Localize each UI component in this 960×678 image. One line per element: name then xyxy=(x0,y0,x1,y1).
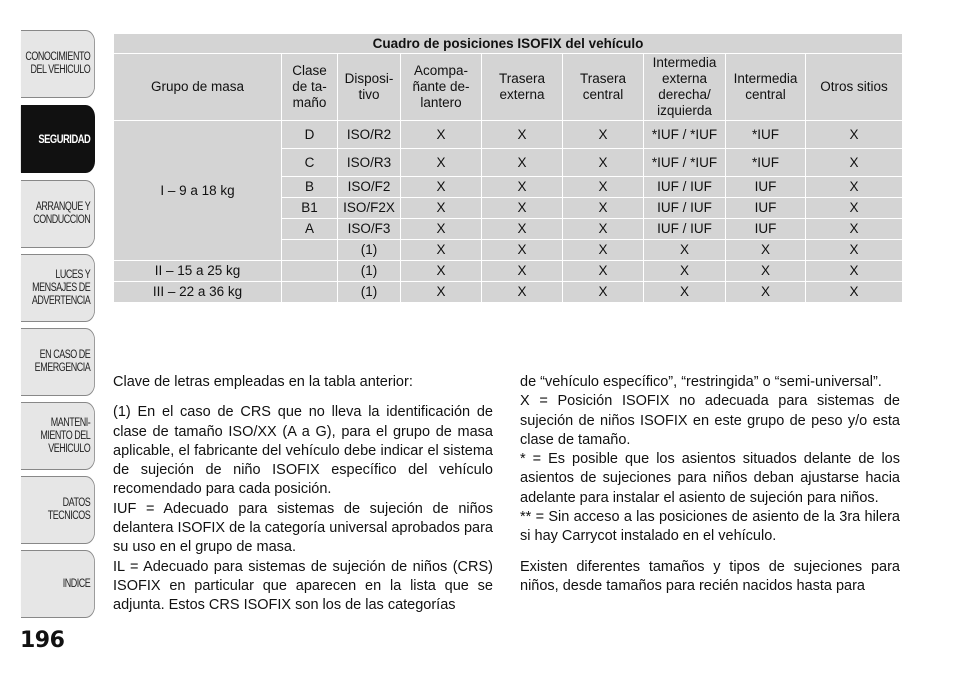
table-cell: X xyxy=(401,177,482,198)
table-header-row xyxy=(114,54,903,121)
tab-en-caso-de-emergencia[interactable]: EN CASO DE EMERGENCIA xyxy=(21,328,95,396)
table-cell: X xyxy=(806,240,903,261)
table-cell: ISO/F2 xyxy=(338,177,401,198)
table-cell: X xyxy=(806,149,903,177)
mass-group-cell: III – 22 a 36 kg xyxy=(114,282,282,303)
table-cell: X xyxy=(401,149,482,177)
table-cell: (1) xyxy=(338,282,401,303)
table-cell xyxy=(282,261,338,282)
table-cell: X xyxy=(563,177,644,198)
table-cell: X xyxy=(401,219,482,240)
table-cell xyxy=(282,282,338,303)
table-cell: X xyxy=(644,261,726,282)
table-cell: *IUF xyxy=(726,149,806,177)
table-cell: X xyxy=(806,121,903,149)
mass-group-cell: II – 15 a 25 kg xyxy=(114,261,282,282)
table-cell: *IUF / *IUF xyxy=(644,149,726,177)
paragraph: (1) En el caso de CRS que no lleva la identificación de clase de tamaño ISO/XX (A a G), para el grupo de masa aplicable, el fabricante del vehículo debe indicar el sistema de sujeción de niño ISOFIX específico del vehículo recomendado para cada posición. xyxy=(113,404,493,498)
table-cell: X xyxy=(806,219,903,240)
table-cell: B xyxy=(282,177,338,198)
page-number: 196 xyxy=(20,628,65,653)
tab-datos-tecnicos[interactable]: DATOS TECNICOS xyxy=(21,476,95,544)
table-row xyxy=(114,282,903,303)
table-title: Cuadro de posiciones ISOFIX del vehículo xyxy=(114,34,903,54)
table-cell: X xyxy=(726,282,806,303)
table-cell: ISO/R2 xyxy=(338,121,401,149)
table-cell: X xyxy=(806,198,903,219)
header-cell: Intermedia central xyxy=(726,54,806,121)
table-cell: X xyxy=(806,282,903,303)
tab-mantenimiento-del-vehiculo[interactable]: MANTENI- MIENTO DEL VEHICULO xyxy=(21,402,95,470)
table-cell: X xyxy=(482,198,563,219)
table-cell: X xyxy=(806,177,903,198)
header-cell: Trasera externa xyxy=(482,54,563,121)
header-cell: Clase de ta-maño xyxy=(282,54,338,121)
paragraph: IUF = Adecuado para sistemas de sujeción de niños delantera ISOFIX de la categoría universal aprobados para su uso en el grupo de masa. xyxy=(113,500,493,556)
header-cell: Grupo de masa xyxy=(114,54,282,121)
table-cell: *IUF xyxy=(726,121,806,149)
table-cell: X xyxy=(563,282,644,303)
header-cell: Otros sitios xyxy=(806,54,903,121)
header-cell: Acompa-ñante de-lantero xyxy=(401,54,482,121)
tab-arranque-y-conduccion[interactable]: ARRANQUE Y CONDUCCION xyxy=(21,180,95,248)
table-cell: X xyxy=(482,149,563,177)
isofix-table xyxy=(113,33,903,303)
table-cell: X xyxy=(401,282,482,303)
table-cell: (1) xyxy=(338,240,401,261)
table-cell: IUF xyxy=(726,219,806,240)
table-cell: X xyxy=(401,121,482,149)
table-cell: X xyxy=(401,261,482,282)
table-cell: X xyxy=(563,198,644,219)
table-cell: ISO/R3 xyxy=(338,149,401,177)
paragraph: Existen diferentes tamaños y tipos de sujeciones para niños, desde tamaños para recién nacidos hasta para xyxy=(520,558,900,594)
header-cell: Intermedia externa derecha/ izquierda xyxy=(644,54,726,121)
paragraph: Clave de letras empleadas en la tabla anterior: xyxy=(113,374,413,390)
table-cell: X xyxy=(482,240,563,261)
table-cell: X xyxy=(482,177,563,198)
body-text-right-column xyxy=(520,373,900,596)
paragraph: * = Es posible que los asientos situados delante de los asientos de sujeciones para niños deban ajustarse hacia adelante para instalar el asiento de sujeción para niños. xyxy=(520,451,900,506)
paragraph: ** = Sin acceso a las posiciones de asiento de la 3ra hilera si hay Carrycot instalado en el vehículo. xyxy=(520,509,900,545)
table-cell: ISO/F3 xyxy=(338,219,401,240)
table-cell: (1) xyxy=(338,261,401,282)
table-cell: X xyxy=(401,240,482,261)
table-cell: C xyxy=(282,149,338,177)
table-cell: X xyxy=(482,121,563,149)
body-text-left-column xyxy=(113,373,493,616)
table-cell: X xyxy=(563,149,644,177)
header-cell: Trasera central xyxy=(563,54,644,121)
table-cell: IUF / IUF xyxy=(644,198,726,219)
table-cell: X xyxy=(563,121,644,149)
tab-indice[interactable]: INDICE xyxy=(21,550,95,618)
table-cell: *IUF / *IUF xyxy=(644,121,726,149)
table-cell: X xyxy=(563,261,644,282)
mass-group-cell: I – 9 a 18 kg xyxy=(114,121,282,261)
paragraph: IL = Adecuado para sistemas de sujeción de niños (CRS) ISOFIX en particular que aparecen en la lista que se adjunta. Estos CRS ISOFIX son los de las categorías xyxy=(113,558,493,614)
header-cell: Disposi-tivo xyxy=(338,54,401,121)
table-cell: X xyxy=(644,240,726,261)
table-cell: B1 xyxy=(282,198,338,219)
table-cell: X xyxy=(726,261,806,282)
tab-luces-y-mensajes[interactable]: LUCES Y MENSAJES DE ADVERTENCIA xyxy=(21,254,95,322)
table-cell: X xyxy=(726,240,806,261)
table-cell: ISO/F2X xyxy=(338,198,401,219)
table-cell: X xyxy=(806,261,903,282)
table-cell: X xyxy=(482,282,563,303)
paragraph: X = Posición ISOFIX no adecuada para sistemas de sujeción de niños ISOFIX en este grupo de peso y/o esta clase de tamaño. xyxy=(520,393,900,448)
table-cell: IUF / IUF xyxy=(644,177,726,198)
table-cell: IUF xyxy=(726,177,806,198)
table-cell: X xyxy=(401,198,482,219)
table-cell: IUF / IUF xyxy=(644,219,726,240)
table-cell: X xyxy=(482,219,563,240)
table-cell xyxy=(282,240,338,261)
tab-conocimiento-del-vehiculo[interactable]: CONOCIMIENTO DEL VEHICULO xyxy=(21,30,95,98)
table-cell: X xyxy=(563,240,644,261)
table-cell: D xyxy=(282,121,338,149)
paragraph: de “vehículo específico”, “restringida” o “semi-universal”. xyxy=(520,374,882,390)
tab-seguridad[interactable]: SEGURIDAD xyxy=(21,105,95,173)
table-cell: X xyxy=(563,219,644,240)
table-cell: IUF xyxy=(726,198,806,219)
table-row xyxy=(114,121,903,149)
table-row xyxy=(114,261,903,282)
table-cell: X xyxy=(482,261,563,282)
table-cell: X xyxy=(644,282,726,303)
table-cell: A xyxy=(282,219,338,240)
